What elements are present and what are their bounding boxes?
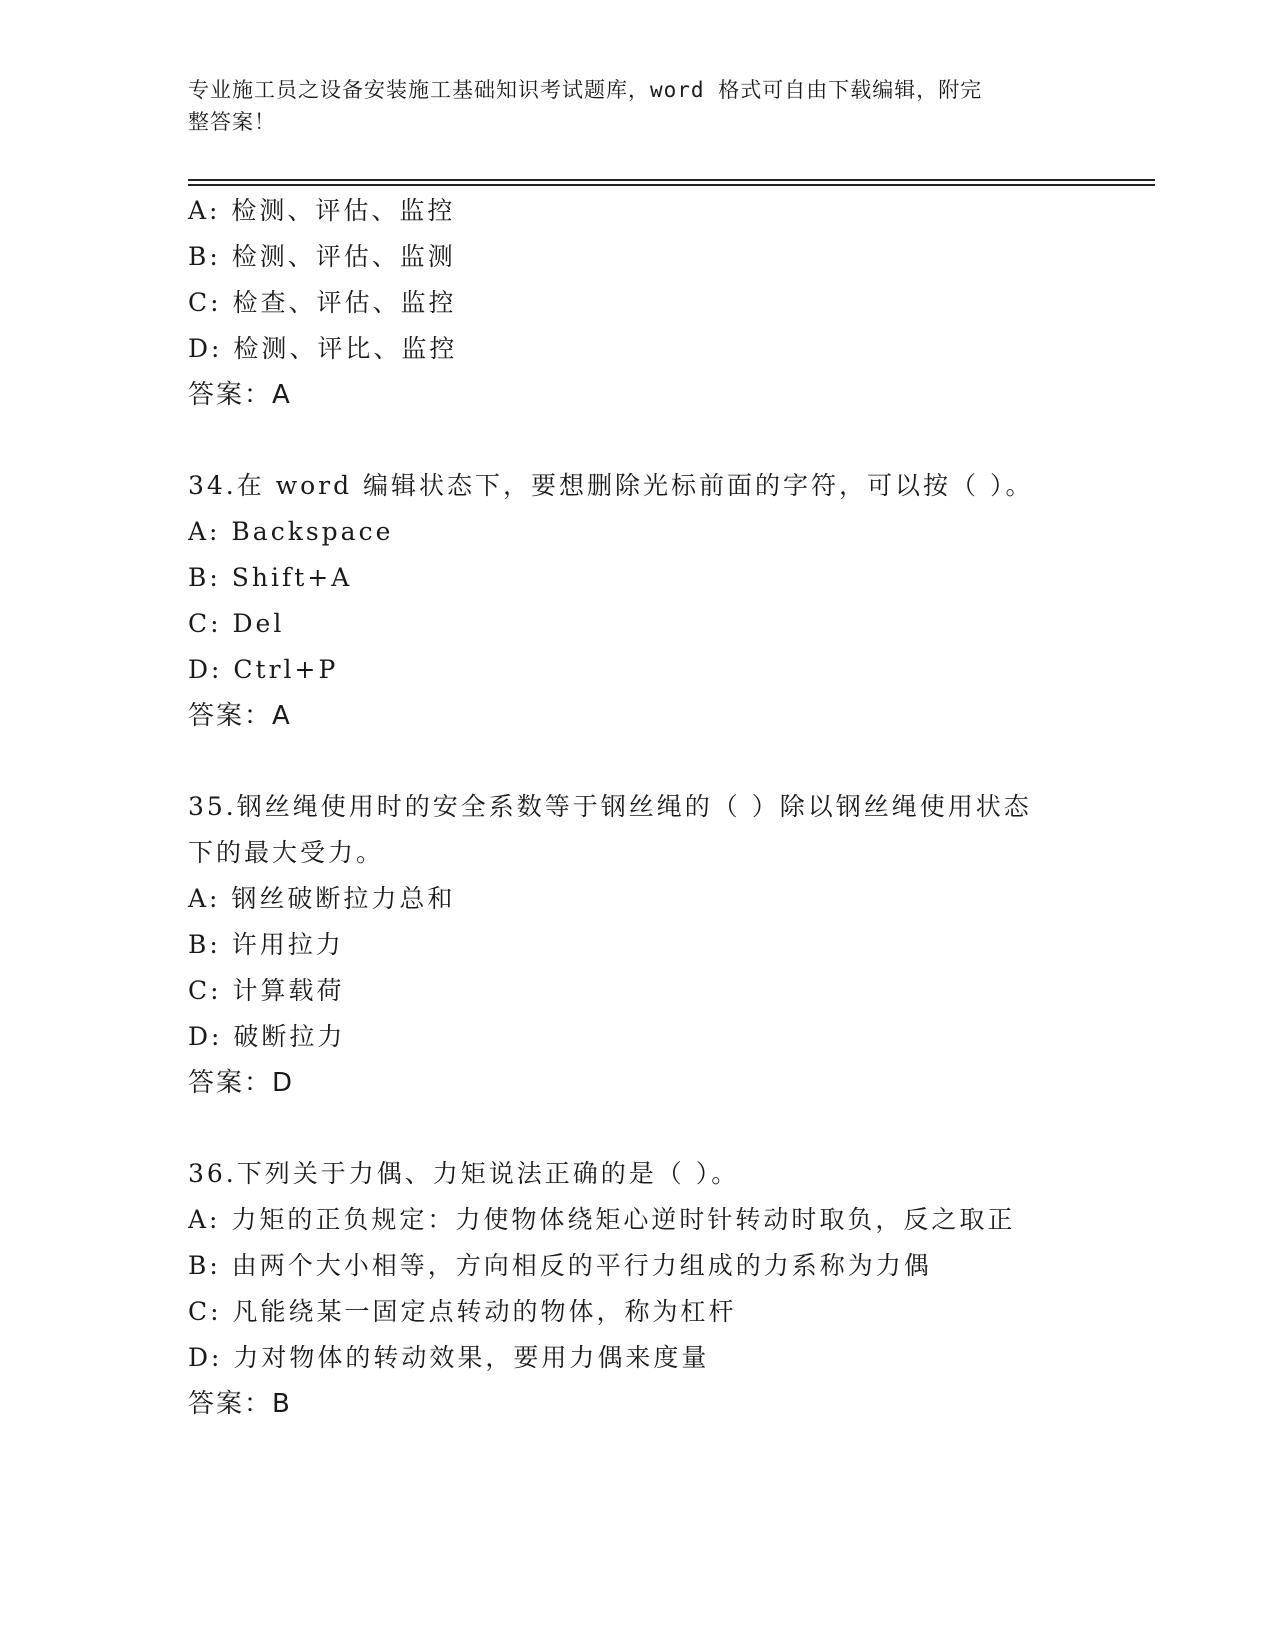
option-c: C: 凡能绕某一固定点转动的物体，称为杠杆 bbox=[188, 1297, 737, 1326]
question-36 bbox=[188, 1151, 1088, 1427]
answer: 答案：B bbox=[188, 1389, 292, 1419]
header-line-2: 整答案！ bbox=[188, 110, 276, 134]
question-text-line-2: 下的最大受力。 bbox=[188, 838, 385, 867]
header-divider-bottom bbox=[188, 184, 1155, 186]
answer: 答案：A bbox=[188, 380, 292, 410]
answer: 答案：D bbox=[188, 1068, 295, 1098]
option-a: A: 力矩的正负规定：力使物体绕矩心逆时针转动时取负，反之取正 bbox=[188, 1205, 1016, 1234]
question-35 bbox=[188, 784, 1088, 1106]
document-header bbox=[188, 74, 1068, 138]
option-a: A: 检测、评估、监控 bbox=[188, 196, 456, 225]
option-d: D: Ctrl+P bbox=[188, 655, 339, 684]
option-d: D: 检测、评比、监控 bbox=[188, 334, 458, 363]
header-divider-top bbox=[188, 179, 1155, 181]
header-line-1: 专业施工员之设备安装施工基础知识考试题库，word 格式可自由下载编辑，附完 bbox=[188, 78, 983, 102]
option-a: A: 钢丝破断拉力总和 bbox=[188, 884, 456, 913]
option-c: C: Del bbox=[188, 609, 285, 638]
answer: 答案：A bbox=[188, 701, 292, 731]
option-b: B: Shift+A bbox=[188, 563, 353, 592]
option-d: D: 力对物体的转动效果，要用力偶来度量 bbox=[188, 1343, 710, 1372]
question-34 bbox=[188, 463, 1088, 739]
question-33 bbox=[188, 188, 1088, 418]
option-b: B: 检测、评估、监测 bbox=[188, 242, 456, 271]
spacer bbox=[188, 739, 1088, 784]
question-text-line-1: 35.钢丝绳使用时的安全系数等于钢丝绳的（ ）除以钢丝绳使用状态 bbox=[188, 792, 1032, 821]
option-a: A: Backspace bbox=[188, 517, 394, 546]
option-c: C: 计算载荷 bbox=[188, 976, 345, 1005]
option-d: D: 破断拉力 bbox=[188, 1022, 346, 1051]
question-text: 34.在 word 编辑状态下，要想删除光标前面的字符，可以按（ ）。 bbox=[188, 471, 1034, 500]
question-list bbox=[188, 188, 1088, 1427]
spacer bbox=[188, 1106, 1088, 1151]
option-b: B: 许用拉力 bbox=[188, 930, 344, 959]
option-b: B: 由两个大小相等，方向相反的平行力组成的力系称为力偶 bbox=[188, 1251, 932, 1280]
option-c: C: 检查、评估、监控 bbox=[188, 288, 457, 317]
question-text: 36.下列关于力偶、力矩说法正确的是（ ）。 bbox=[188, 1159, 740, 1188]
spacer bbox=[188, 418, 1088, 463]
